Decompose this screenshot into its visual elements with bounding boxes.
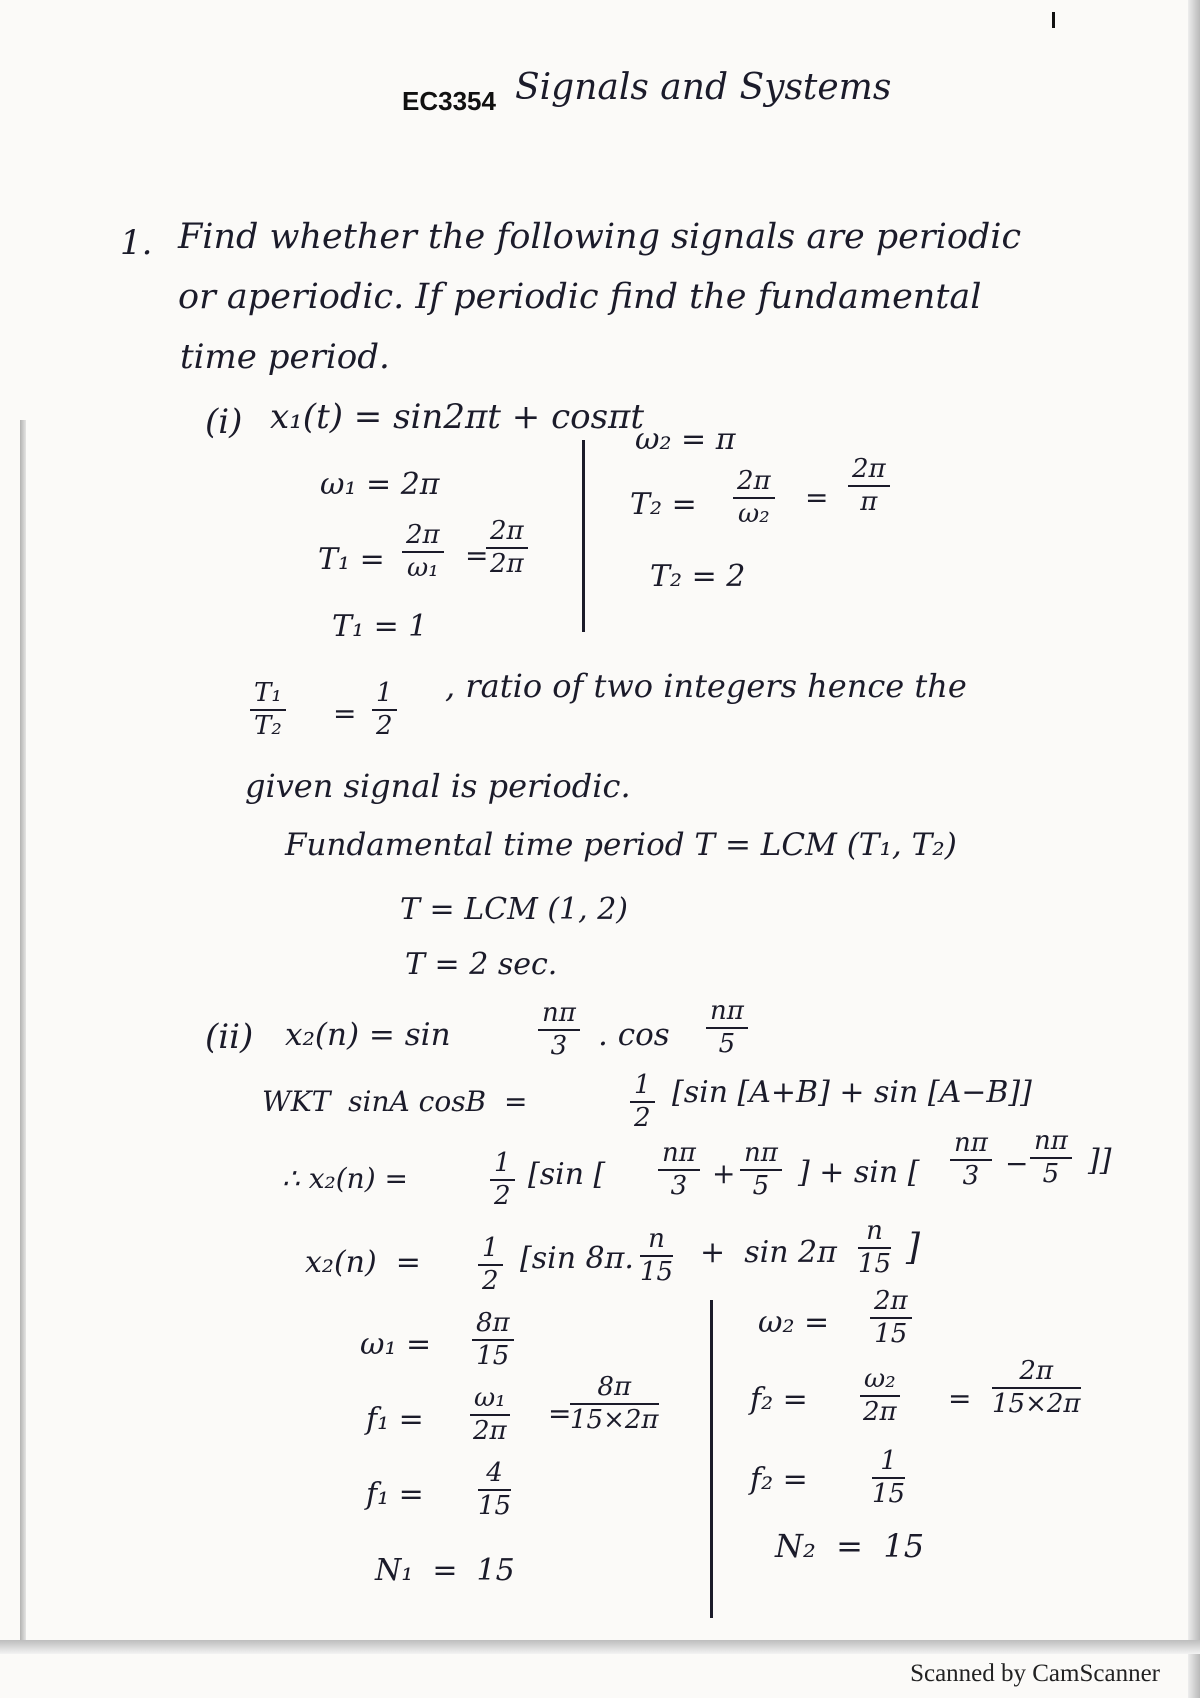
denominator: 15×2π xyxy=(992,1389,1081,1420)
part-ii-f2-fraction xyxy=(860,1366,900,1427)
denominator: 5 xyxy=(718,1029,736,1060)
numerator: T₁ xyxy=(250,680,286,711)
numerator: nπ xyxy=(706,998,748,1029)
part-ii-w1-fraction xyxy=(472,1310,514,1371)
denominator: 2π xyxy=(490,549,524,580)
part-ii-step1-fraction-4 xyxy=(1030,1128,1072,1189)
part-i-t1-prefix: T₁ = xyxy=(318,542,385,577)
part-ii-f1-eq: = xyxy=(548,1397,572,1430)
part-i-ratio-text: , ratio of two integers hence the xyxy=(445,667,967,705)
part-ii-label: (ii) xyxy=(205,1017,254,1057)
part-ii-f1-prefix: f₁ = xyxy=(366,1402,424,1437)
denominator: ω₂ xyxy=(738,499,770,530)
denominator: T₂ xyxy=(254,711,282,742)
numerator: nπ xyxy=(950,1130,992,1161)
part-i-t2-fraction-1 xyxy=(733,468,775,529)
numerator: 2π xyxy=(733,468,775,499)
denominator: 5 xyxy=(752,1171,770,1202)
denominator: 15 xyxy=(476,1341,510,1372)
numerator: 8π xyxy=(570,1374,659,1405)
part-ii-f2b-fraction xyxy=(992,1358,1081,1419)
part-ii-signal-fraction-2 xyxy=(706,998,748,1059)
part-ii-wkt-rest: [sin [A+B] + sin [A−B]] xyxy=(672,1075,1032,1110)
part-ii-step1-prefix: ∴ x₂(n) = xyxy=(282,1162,408,1195)
numerator: 2π xyxy=(848,456,890,487)
denominator: 2 xyxy=(376,711,393,742)
numerator: 4 xyxy=(478,1460,511,1491)
part-i-t1-result: T₁ = 1 xyxy=(332,609,428,644)
numerator: 2π xyxy=(486,518,528,549)
denominator: 2π xyxy=(862,1397,897,1428)
part-ii-step1-fraction-3 xyxy=(950,1130,992,1191)
part-ii-f1c-prefix: f₁ = xyxy=(366,1477,424,1512)
part-ii-step2-end: ] xyxy=(906,1227,921,1268)
page-edge-left xyxy=(20,420,26,1650)
part-ii-f2c-prefix: f₂ = xyxy=(750,1462,808,1497)
part-ii-step1-half xyxy=(490,1150,515,1211)
part-ii-step2-mid: + sin 2π xyxy=(700,1235,837,1270)
part-ii-step2-half xyxy=(478,1235,503,1296)
page-edge-right xyxy=(1188,0,1200,1698)
denominator: 3 xyxy=(550,1031,568,1062)
part-ii-f2c-fraction xyxy=(872,1448,905,1509)
denominator: 3 xyxy=(670,1171,688,1202)
question-line-1: Find whether the following signals are periodic xyxy=(178,217,1022,257)
part-ii-n1: N₁ = 15 xyxy=(375,1553,515,1588)
numerator: nπ xyxy=(538,1000,580,1031)
column-divider-i xyxy=(582,440,585,632)
part-i-t1-eq: = xyxy=(465,539,489,572)
part-i-lcm: T = LCM (1, 2) xyxy=(400,892,629,927)
part-i-w1: ω₁ = 2π xyxy=(320,467,440,502)
denominator: 15 xyxy=(640,1257,674,1288)
question-line-3: time period. xyxy=(180,337,390,377)
part-ii-step1-plus: + xyxy=(712,1157,736,1190)
page-bottom-shadow xyxy=(0,1640,1200,1654)
part-i-conclusion-2: Fundamental time period T = LCM (T₁, T₂) xyxy=(285,827,957,863)
denominator: π xyxy=(860,487,878,518)
part-ii-signal-mid: . cos xyxy=(598,1017,670,1053)
numerator: nπ xyxy=(658,1140,700,1171)
part-ii-w2-prefix: ω₂ = xyxy=(758,1305,830,1340)
numerator: 2π xyxy=(992,1358,1081,1389)
part-ii-signal-prefix: x₂(n) = sin xyxy=(285,1017,451,1053)
part-ii-step2-fraction-1 xyxy=(640,1226,673,1287)
denominator: 15×2π xyxy=(570,1405,659,1436)
part-i-t2-result: T₂ = 2 xyxy=(650,559,746,594)
course-code: EC3354 xyxy=(402,86,496,116)
part-i-t2-prefix: T₂ = xyxy=(630,487,697,522)
denominator: 2 xyxy=(494,1181,511,1212)
numerator: ω₂ xyxy=(860,1366,900,1397)
scanner-watermark: Scanned by CamScanner xyxy=(910,1660,1160,1687)
part-ii-step2-prefix: x₂(n) = xyxy=(305,1245,421,1280)
numerator: nπ xyxy=(1030,1128,1072,1159)
numerator: 1 xyxy=(490,1150,515,1181)
part-ii-step2-body: [sin 8π. xyxy=(520,1241,634,1276)
denominator: ω₁ xyxy=(407,553,439,584)
part-i-w2: ω₂ = π xyxy=(635,422,736,457)
part-ii-step2-fraction-2 xyxy=(858,1218,891,1279)
part-ii-step1-fraction-1 xyxy=(658,1140,700,1201)
denominator: 15 xyxy=(872,1479,906,1510)
part-i-signal: x₁(t) = sin2πt + cosπt xyxy=(270,397,645,437)
denominator: 15 xyxy=(858,1249,892,1280)
part-ii-wkt-half xyxy=(630,1072,655,1133)
denominator: 2 xyxy=(634,1103,651,1134)
part-i-t1-fraction-2 xyxy=(486,518,528,579)
part-ii-step1-end: ]] xyxy=(1088,1143,1112,1178)
part-ii-step1-minus: − xyxy=(1005,1147,1029,1180)
numerator: 1 xyxy=(372,680,397,711)
numerator: 1 xyxy=(872,1448,905,1479)
part-i-t1-fraction-1 xyxy=(402,522,444,583)
part-ii-f2-eq: = xyxy=(948,1382,972,1415)
part-ii-f1b-fraction xyxy=(570,1374,659,1435)
numerator: 2π xyxy=(402,522,444,553)
denominator: 5 xyxy=(1042,1159,1060,1190)
part-ii-step1-fraction-2 xyxy=(740,1140,782,1201)
part-ii-wkt-prefix: WKT sinA cosB = xyxy=(262,1085,528,1118)
part-i-ratio-eq: = xyxy=(333,697,357,730)
numerator: 1 xyxy=(478,1235,503,1266)
part-i-label: (i) xyxy=(205,402,243,442)
denominator: 15 xyxy=(874,1319,908,1350)
part-i-ratio-fraction xyxy=(250,680,286,741)
column-divider-ii xyxy=(710,1300,713,1618)
part-ii-f2-prefix: f₂ = xyxy=(750,1382,808,1417)
page-number-mark xyxy=(1052,12,1055,28)
part-ii-f1-fraction xyxy=(470,1385,510,1446)
numerator: 2π xyxy=(870,1288,912,1319)
numerator: nπ xyxy=(740,1140,782,1171)
course-title: Signals and Systems xyxy=(515,67,892,108)
part-ii-f1c-fraction xyxy=(478,1460,511,1521)
part-ii-n2: N₂ = 15 xyxy=(775,1527,925,1565)
numerator: 1 xyxy=(630,1072,655,1103)
question-number: 1. xyxy=(120,223,153,263)
part-i-conclusion-1: given signal is periodic. xyxy=(245,767,631,805)
part-i-t2-fraction-2 xyxy=(848,456,890,517)
numerator: n xyxy=(858,1218,891,1249)
part-ii-signal-fraction-1 xyxy=(538,1000,580,1061)
part-ii-w1-prefix: ω₁ = xyxy=(360,1327,432,1362)
denominator: 2π xyxy=(472,1416,507,1447)
part-i-answer: T = 2 sec. xyxy=(405,947,558,982)
part-ii-step1-body: [sin [ xyxy=(528,1157,606,1192)
numerator: 8π xyxy=(472,1310,514,1341)
part-ii-w2-fraction xyxy=(870,1288,912,1349)
denominator: 3 xyxy=(962,1161,980,1192)
numerator: n xyxy=(640,1226,673,1257)
numerator: ω₁ xyxy=(470,1385,510,1416)
part-i-ratio-value xyxy=(372,680,397,741)
question-line-2: or aperiodic. If periodic find the fundamental xyxy=(178,277,982,317)
part-ii-step1-mid: ] + sin [ xyxy=(798,1155,920,1190)
denominator: 15 xyxy=(478,1491,512,1522)
part-i-t2-eq: = xyxy=(805,481,829,514)
denominator: 2 xyxy=(482,1266,499,1297)
